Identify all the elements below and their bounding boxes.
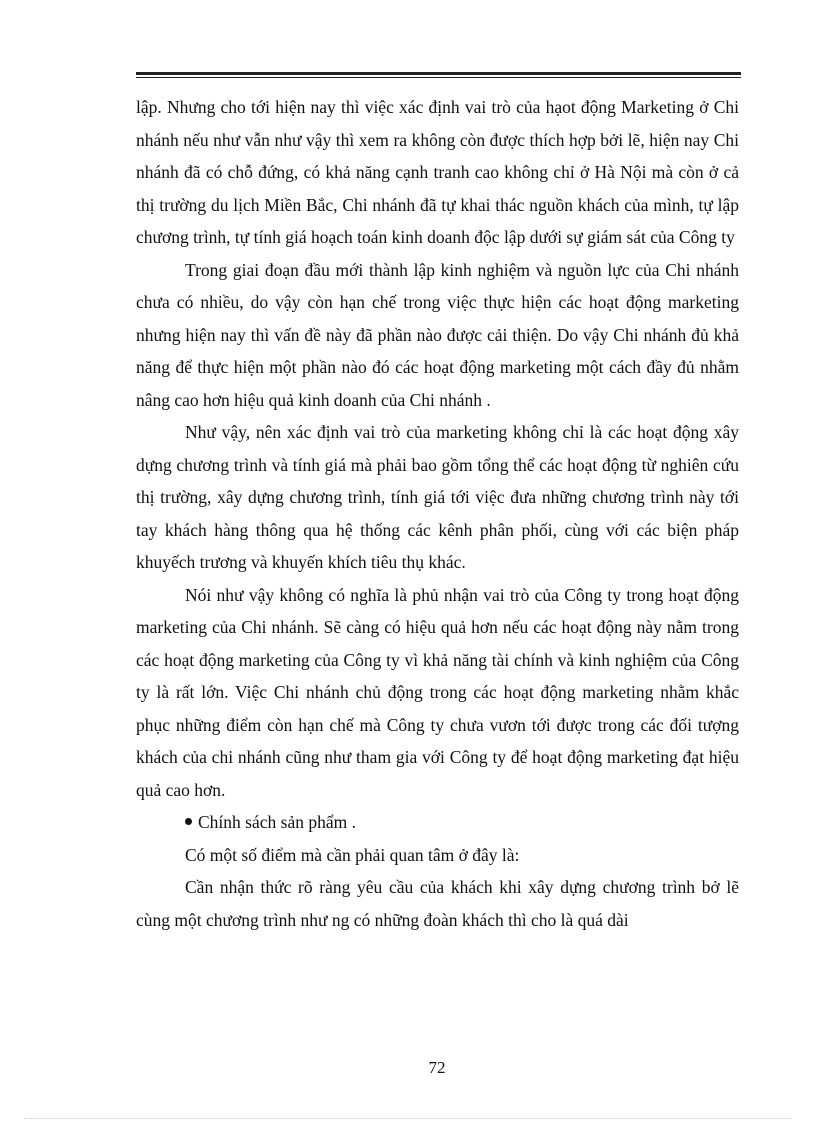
footer-divider (24, 1118, 792, 1119)
paragraph-marketing-role: Như vậy, nên xác định vai trò của marketing không chỉ là các hoạt động xây dựng chương trình và tính giá mà phải bao gồm tổng thể các hoạt động từ nghiên cứu thị trường, xây dựng chương trình, tính giá tới việc đưa những chương trình này tới tay khách hàng thông qua hệ thống các kênh phân phối, cùng với các biện pháp khuyếch trương và khuyến khích tiêu thụ khác. (136, 422, 739, 572)
paragraph-customer-needs: Cần nhận thức rõ ràng yêu cầu của khách khi xây dựng chương trình bở lẽ cùng một chương trình như ng có những đoàn khách thì cho là quá dài (136, 877, 739, 930)
bullet-product-policy (136, 806, 739, 839)
bullet-icon (185, 818, 192, 825)
body-text (136, 91, 739, 936)
paragraph-company-role: Nói như vậy không có nghĩa là phủ nhận vai trò của Công ty trong hoạt động marketing của Chi nhánh. Sẽ càng có hiệu quả hơn nếu các hoạt động này nằm trong các hoạt động marketing của Công ty vì khả năng tài chính và kinh nghiệm của Công ty là rất lớn. Việc Chi nhánh chủ động trong các hoạt động marketing nhằm khắc phục những điểm còn hạn chế mà Công ty chưa vươn tới được trong các đối tượng khách của chi nhánh cũng như tham gia với Công ty để hoạt động marketing đạt hiệu quả cao hơn. (136, 584, 739, 800)
paragraph-points-intro: Có một số điểm mà cần phải quan tâm ở đây là: (185, 844, 520, 865)
paragraph-early-stage: Trong giai đoạn đầu mới thành lập kinh nghiệm và nguồn lực của Chi nhánh chưa có nhiều, do vậy còn hạn chế trong việc thực hiện các hoạt động marketing nhưng hiện nay thì vấn đề này đã phần nào được cải thiện. Do vậy Chi nhánh đủ khả năng để thực hiện một phần nào đó các hoạt động marketing một cách đầy đủ nhằm nâng cao hơn hiệu quả kinh doanh của Chi nhánh . (136, 259, 739, 410)
bullet-text: Chính sách sản phẩm . (198, 812, 356, 832)
page-number: 72 (428, 1058, 446, 1077)
header-rule (136, 72, 741, 78)
paragraph-continuation: lập. Nhưng cho tới hiện nay thì việc xác định vai trò của hạot động Marketing ở Chi nhánh nếu như vẫn như vậy thì xem ra không còn được thích hợp bởi lẽ, hiện nay Chi nhánh đã có chỗ đứng, có khả năng cạnh tranh cao không chỉ ở Hà Nội mà còn ở cả thị trường du lịch Miền Bắc, Chi nhánh đã tự khai thác nguồn khách của mình, tự lập chương trình, tự tính giá hoạch toán kinh doanh độc lập dưới sự giám sát của Công ty (136, 97, 739, 247)
